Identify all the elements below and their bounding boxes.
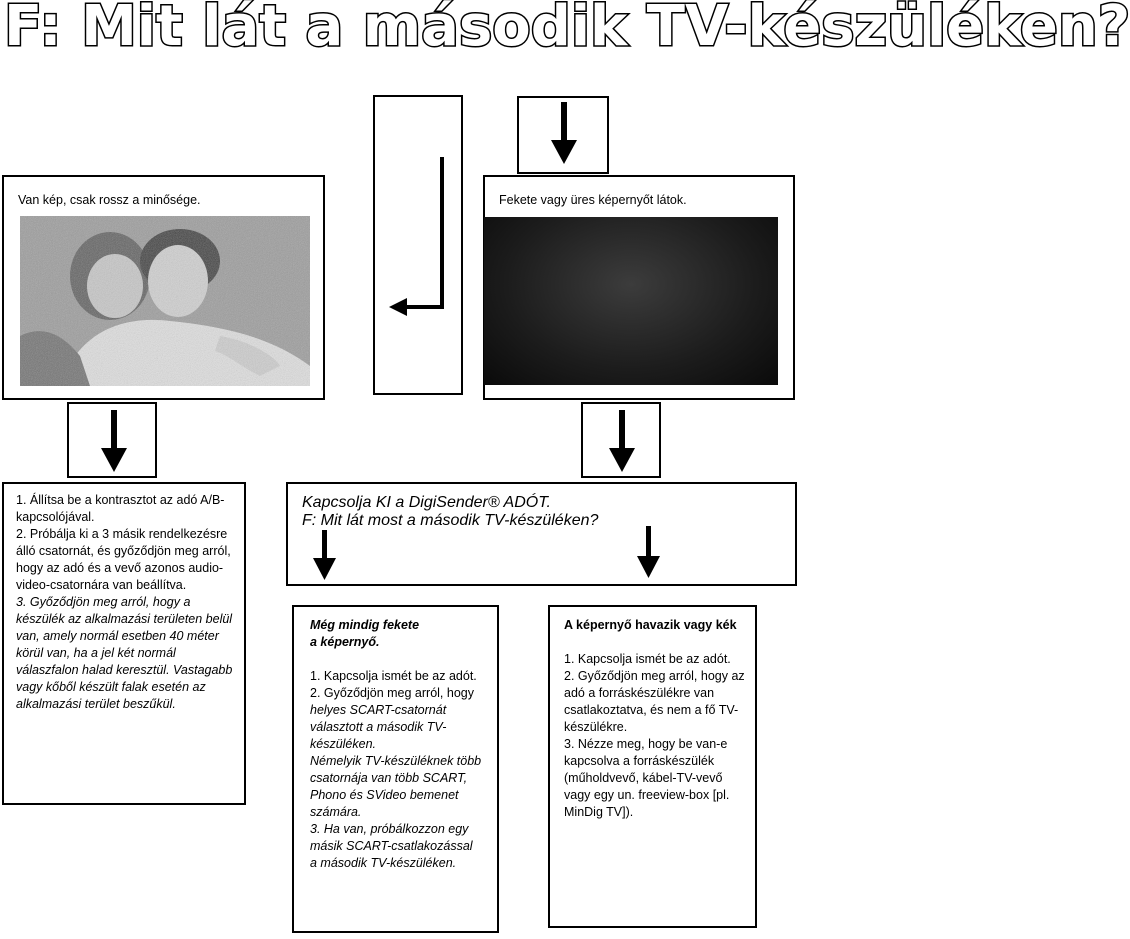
step-line: 2. Győződjön meg arról, hogy az bbox=[564, 669, 745, 683]
left-arrow-box bbox=[67, 402, 157, 478]
step-line: 2. Győződjön meg arról, hogy bbox=[310, 686, 474, 700]
step-line: a második TV-készüléken. bbox=[310, 856, 457, 870]
step-line: van, amely normál esetben 40 méter bbox=[16, 629, 219, 643]
arrow-down-icon bbox=[310, 530, 340, 590]
arrow-down-icon bbox=[607, 410, 637, 480]
second-question: F: Mit lát most a második TV-készüléken? bbox=[302, 512, 599, 529]
step-line: vagy egy un. freeview-box [pl. bbox=[564, 788, 730, 802]
bad-quality-label: Van kép, csak rossz a minősége. bbox=[18, 193, 201, 207]
step-line: 1. Állítsa be a kontrasztot az adó A/B- bbox=[16, 493, 225, 507]
snow-screen-content bbox=[564, 617, 754, 821]
step-line: körül van, ha a jel két normál bbox=[16, 646, 176, 660]
still-black-content bbox=[310, 617, 495, 872]
black-tv-screen bbox=[484, 217, 778, 385]
still-black-heading: Még mindig fekete bbox=[310, 618, 420, 632]
quality-steps-list bbox=[16, 492, 244, 713]
still-black-box bbox=[292, 605, 499, 933]
arrow-left-icon bbox=[373, 95, 463, 395]
step-line: 2. Próbálja ki a 3 másik rendelkezésre bbox=[16, 527, 228, 541]
snow-screen-heading: A képernyő havazik vagy kék bbox=[564, 618, 737, 632]
switch-off-question-box bbox=[286, 482, 797, 586]
grainy-tv-photo bbox=[20, 216, 310, 386]
step-line: vagy kőből készült falak esetén az bbox=[16, 680, 206, 694]
step-line: 1. Kapcsolja ismét be az adót. bbox=[564, 652, 731, 666]
step-line: csatornája van több SCART, bbox=[310, 771, 468, 785]
arrow-down-icon bbox=[99, 410, 129, 480]
step-line: Némelyik TV-készüléknek több bbox=[310, 754, 482, 768]
page-title: F: Mit lát a második TV-készüléken? bbox=[4, 0, 1130, 59]
step-line: Phono és SVideo bemenet bbox=[310, 788, 459, 802]
arrow-down-icon bbox=[549, 102, 579, 172]
step-line: csatlakoztatva, és nem a fő TV- bbox=[564, 703, 739, 717]
step-line: 3. Győződjön meg arról, hogy a bbox=[16, 595, 191, 609]
step-line: készülék az alkalmazási területen belül bbox=[16, 612, 233, 626]
step-line: helyes SCART-csatornát bbox=[310, 703, 447, 717]
couple-watching-tv-image bbox=[20, 216, 310, 386]
quality-steps-box bbox=[2, 482, 246, 805]
arrow-down-icon bbox=[634, 526, 664, 586]
step-line: választott a második TV- bbox=[310, 720, 447, 734]
step-line: 3. Ha van, próbálkozzon egy bbox=[310, 822, 469, 836]
step-line: másik SCART-csatlakozással bbox=[310, 839, 473, 853]
step-line: MinDig TV]). bbox=[564, 805, 634, 819]
snow-screen-box bbox=[548, 605, 757, 928]
right-arrow-box bbox=[581, 402, 661, 478]
switch-off-instruction: Kapcsolja KI a DigiSender® ADÓT. bbox=[302, 494, 551, 511]
step-line: 3. Nézze meg, hogy be van-e bbox=[564, 737, 728, 751]
connector-box bbox=[373, 95, 463, 395]
step-line: kapcsolójával. bbox=[16, 510, 95, 524]
step-line: számára. bbox=[310, 805, 362, 819]
step-line: hogy az adó és a vevő azonos audio- bbox=[16, 561, 224, 575]
step-line: video-csatornára van beállítva. bbox=[16, 578, 187, 592]
step-line: válaszfalon halad keresztül. Vastagabb bbox=[16, 663, 233, 677]
step-line: készülékre. bbox=[564, 720, 628, 734]
step-line: alkalmazási terület beszűkül. bbox=[16, 697, 176, 711]
still-black-heading: a képernyő. bbox=[310, 635, 380, 649]
black-screen-label: Fekete vagy üres képernyőt látok. bbox=[499, 193, 687, 207]
step-line: 1. Kapcsolja ismét be az adót. bbox=[310, 669, 477, 683]
step-line: álló csatornát, és győződjön meg arról, bbox=[16, 544, 231, 558]
step-line: adó a forráskészülékre van bbox=[564, 686, 715, 700]
step-line: készüléken. bbox=[310, 737, 377, 751]
step-line: (műholdvevő, kábel-TV-vevő bbox=[564, 771, 723, 785]
step-line: kapcsolva a forráskészülék bbox=[564, 754, 715, 768]
top-arrow-box bbox=[517, 96, 609, 174]
